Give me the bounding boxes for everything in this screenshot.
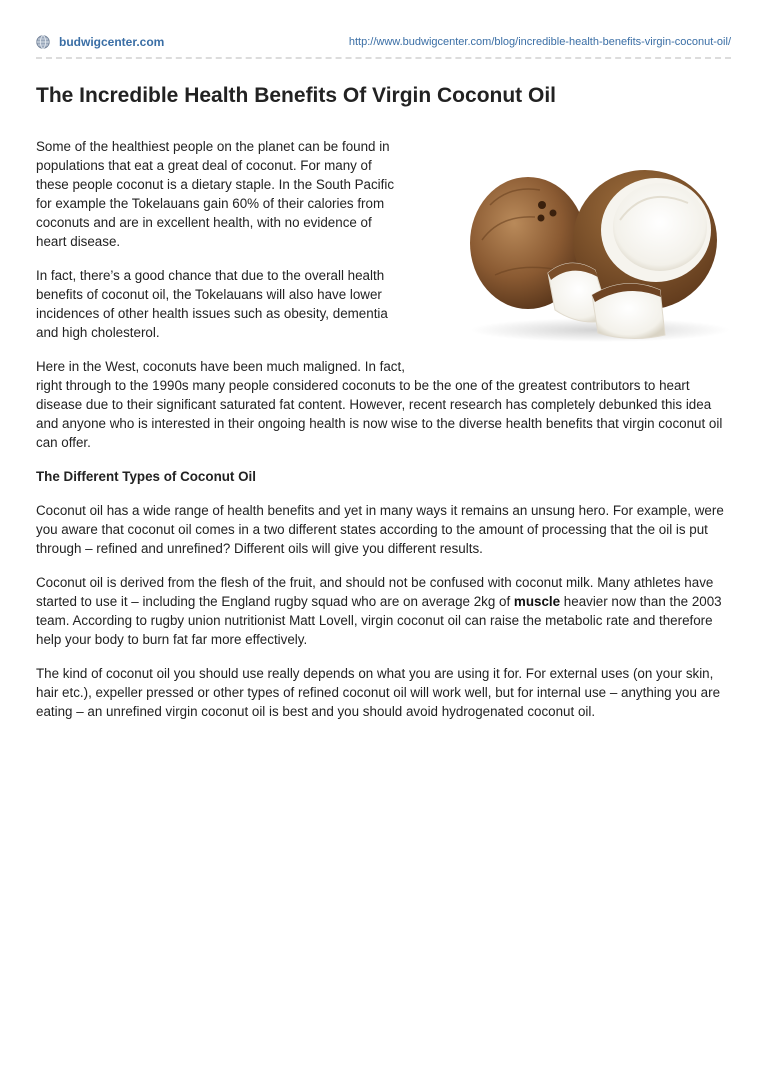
intro-line: coconuts and are in excellent health, with no evidence of bbox=[36, 215, 372, 230]
source-url-link[interactable]: http://www.budwigcenter.com/blog/incredible-health-benefits-virgin-coconut-oil/ bbox=[348, 36, 731, 48]
intro-line: heart disease. bbox=[36, 234, 121, 249]
article-body bbox=[36, 137, 732, 736]
page-header bbox=[36, 32, 731, 54]
intro-line: Some of the healthiest people on the planet can be found in bbox=[36, 139, 390, 154]
paragraph-text: right through to the 1990s many people considered coconuts to be the one of the greatest contributors to heart disease due to their significant saturated fat content. However, recent research has completely debunked this idea and anyone who is interested in their ongoing health is now wise to the diverse health benefits that virgin coconut oil can offer. bbox=[36, 378, 723, 450]
intro-line: for example the Tokelauans gain 60% of their calories from bbox=[36, 196, 385, 211]
paragraph-usage: The kind of coconut oil you should use really depends on what you are using it for. For external uses (on your skin, hair etc.), expeller pressed or other types of refined coconut oil will work well, but for internal use – anything you are eating – an unrefined virgin coconut oil is best and you should avoid hydrogenated coconut oil. bbox=[36, 666, 721, 719]
paragraph-line: In fact, there’s a good chance that due to the overall health bbox=[36, 268, 385, 283]
header-divider bbox=[36, 57, 731, 59]
paragraph-line: and high cholesterol. bbox=[36, 325, 160, 340]
paragraph-text: heavier now than the 2003 team. According to rugby union nutritionist Matt Lovell, virgin coconut oil can raise the metabolic rate and therefore help your body to burn fat far more effectively. bbox=[36, 594, 722, 647]
paragraph-athletes bbox=[36, 573, 732, 649]
paragraph-west bbox=[36, 357, 732, 452]
section-heading: The Different Types of Coconut Oil bbox=[36, 469, 256, 484]
site-name-link[interactable]: budwigcenter.com bbox=[59, 35, 165, 49]
globe-icon bbox=[36, 35, 50, 49]
intro-paragraph bbox=[36, 137, 411, 251]
paragraph-line: Here in the West, coconuts have been much maligned. In fact, bbox=[36, 359, 405, 374]
intro-line: populations that eat a great deal of coconut. For many of bbox=[36, 158, 372, 173]
paragraph-line: incidences of other health issues such as obesity, dementia bbox=[36, 306, 388, 321]
article-title: The Incredible Health Benefits Of Virgin Coconut Oil bbox=[36, 84, 557, 107]
muscle-link[interactable]: muscle bbox=[513, 594, 561, 609]
paragraph-text: Coconut oil is derived from the flesh of the fruit, and should not be confused with coconut milk. Many athletes have started to use it – including the England rugby squad who are on average 2kg of bbox=[36, 575, 714, 609]
paragraph-tokelauans bbox=[36, 266, 411, 342]
paragraph-types: Coconut oil has a wide range of health benefits and yet in many ways it remains an unsung hero. For example, were you aware that coconut oil comes in a two different states according to the amount of processing that the oil is put through – refined and unrefined? Different oils will give you different results. bbox=[36, 503, 724, 556]
intro-line: these people coconut is a dietary staple. In the South Pacific bbox=[36, 177, 395, 192]
paragraph-line: benefits of coconut oil, the Tokelauans will also have lower bbox=[36, 287, 382, 302]
